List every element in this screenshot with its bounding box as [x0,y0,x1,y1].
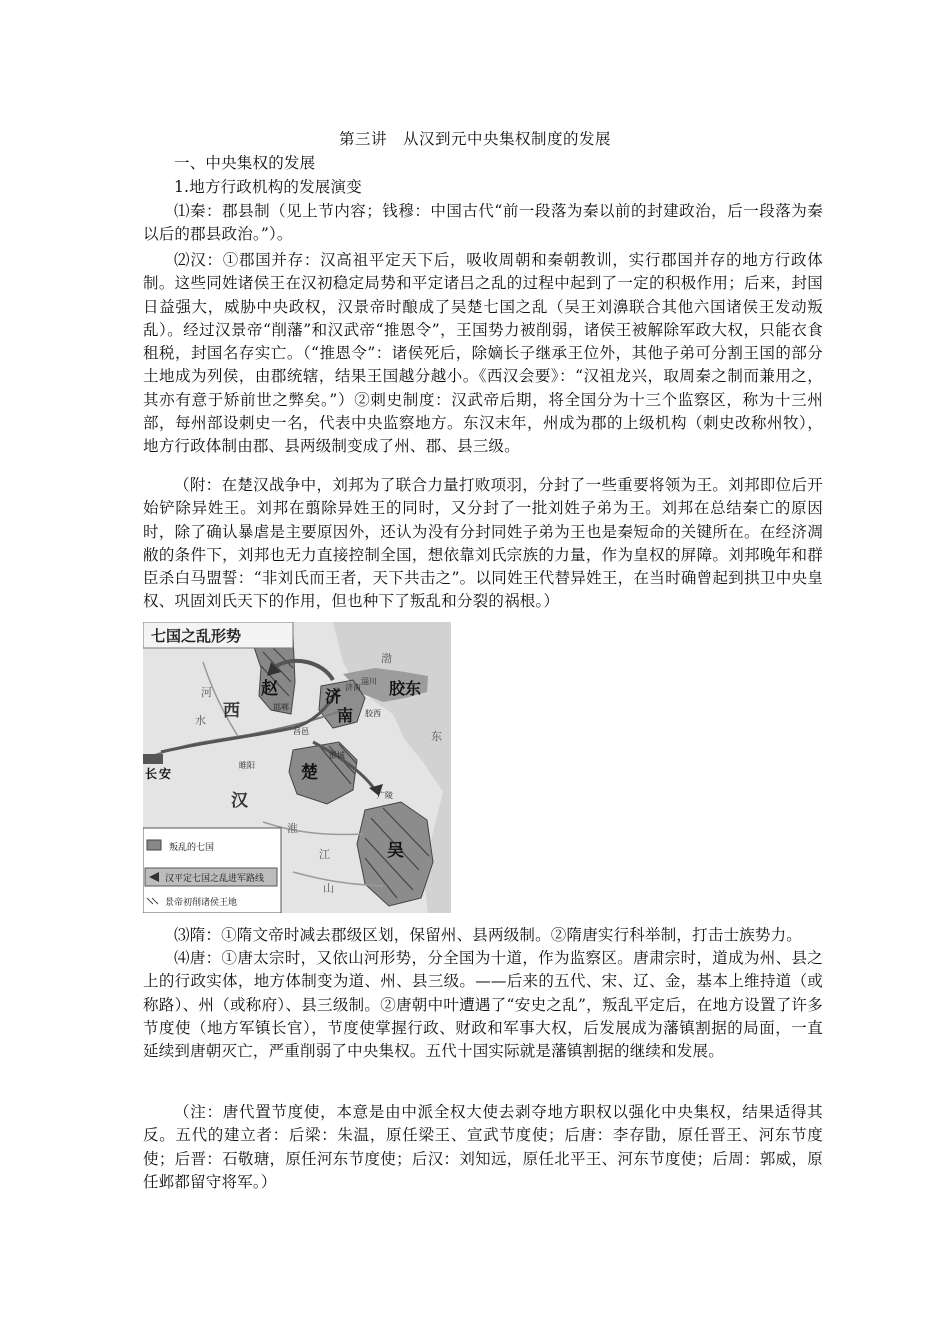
paragraph-tang: ⑷唐：①唐太宗时，又依山河形势，分全国为十道，作为监察区。唐肃宗时，道成为州、县之上的行政实体，地方体制变为道、州、县三级。——后来的五代、宋、辽、金，基本上维持道（或称路）、州（或称府）、县三级制。②唐朝中叶遭遇了“安史之乱”，叛乱平定后，在地方设置了许多节度使（地方军镇长官），节度使掌握行政、财政和军事大权，后发展成为藩镇割据的局面，一直延续到唐朝灭亡，严重削弱了中央集权。五代十国实际就是藩镇割据的继续和发展。 [143,949,823,1061]
label-suiyang: 睢阳 [239,761,255,770]
label-shan: 山 [323,882,334,895]
label-chu: 楚 [301,763,318,783]
label-wu: 吴 [387,841,404,861]
map-title: 七国之乱形势 [151,627,242,645]
label-handan: 邯郸 [273,703,289,712]
label-east: 东 [431,730,442,743]
label-jinan-city: 济南 [345,683,361,692]
label-jinan-1: 济 [325,687,342,706]
label-zhao: 赵 [261,679,278,699]
label-jiaodong: 胶东 [389,679,422,698]
paragraph-han: ⑵汉：①郡国并存：汉高祖平定天下后，吸收周朝和秦朝教训，实行郡国并存的地方行政体制。这些同姓诸侯王在汉初稳定局势和平定诸吕之乱的过程中起到了一定的积极作用；后来，封国日益强大，威胁中央政权，汉景帝时酿成了吴楚七国之乱（吴王刘濞联合其他六国诸侯王发动叛乱）。经过汉景帝“削藩”和汉武帝“推恩令”，王国势力被削弱，诸侯王被解除军政大权，只能衣食租税，封国名存实亡。（“推恩令”：诸侯死后，除嫡长子继承王位外，其他子弟可分割王国的部分土地成为列侯，由郡统辖，结果王国越分越小。《西汉会要》：“汉祖龙兴，取周秦之制而兼用之，其亦有意于矫前世之弊矣。”）②刺史制度：汉武帝后期，将全国分为十三个监察区，称为十三州部，每州部设刺史一名，代表中央监察地方。东汉末年，州成为郡的上级机构（刺史改称州牧），地方行政体制由郡、县两级制变成了州、郡、县三级。 [143,251,823,456]
label-jinan-2: 南 [337,706,354,725]
label-jiang: 江 [319,848,330,861]
label-pengcheng: 彭城 [329,751,345,760]
changan-marker [143,754,163,764]
label-han: 汉 [231,791,248,811]
paragraph-note-jiedushi: （注：唐代置节度使，本意是由中派全权大使去剥夺地方职权以强化中央集权，结果适得其反。五代的建立者：后梁：朱温，原任梁王、宣武节度使；后唐：李存勖，原任晋王、河东节度使；后晋：石敬瑭，原任河东节度使；后汉：刘知远，原任北平王、河东节度使；后周：郭威，原任邺都留守将军。） [143,1103,823,1191]
legend-rebels: 叛乱的七国 [169,843,215,853]
label-changan-2: 安 [159,767,172,781]
section-heading: 一、中央集权的发展 [174,154,316,172]
seven-states-rebellion-map [143,622,451,913]
paragraph-sui: ⑶隋：①隋文帝时减去郡级区划，保留州、县两级制。②隋唐实行科举制，打击士族势力。 [174,926,803,944]
paragraph-qin: ⑴秦：郡县制（见上节内容；钱穆：中国古代“前一段落为秦以前的封建政治，后一段落为秦以后的郡县政治。”）。 [143,202,823,244]
label-guangling: 广陵 [377,791,393,800]
paragraph-note-liubang: （附：在楚汉战争中，刘邦为了联合力量打败项羽，分封了一些重要将领为王。刘邦即位后开始铲除异姓王。刘邦在翦除异姓王的同时，又分封了一批刘姓子弟为王。刘邦在总结秦亡的原因时，除了确认暴虐是主要原因外，还认为没有分封同姓子弟为王也是秦短命的关键所在。在经济凋敝的条件下，刘邦也无力直接控制全国，想依靠刘氏宗族的力量，作为皇权的屏障。刘邦晚年和群臣杀白马盟誓：“非刘氏而王者，天下共击之”。以同姓王代替异姓王，在当时确曾起到拱卫中央皇权、巩固刘氏天下的作用，但也种下了叛乱和分裂的祸根。） [143,476,823,611]
label-he: 河 [201,686,212,699]
label-huai: 淮 [287,822,298,835]
label-xi: 西 [223,701,240,721]
subsection-heading: 1.地方行政机构的发展演变 [174,178,362,196]
label-zichuan: 淄川 [361,677,377,686]
label-jiaoxi: 胶西 [365,709,381,718]
label-shui: 水 [195,714,206,727]
label-bohai: 渤 [381,652,392,665]
legend-cut: 景帝初削诸侯王地 [165,898,238,908]
label-changan-1: 长 [145,767,158,781]
page-title: 第三讲 从汉到元中央集权制度的发展 [338,130,611,148]
legend-route: 汉平定七国之乱进军路线 [165,874,265,884]
label-changyi: 昌邑 [293,727,309,736]
legend-swatch-rebels [147,840,161,850]
